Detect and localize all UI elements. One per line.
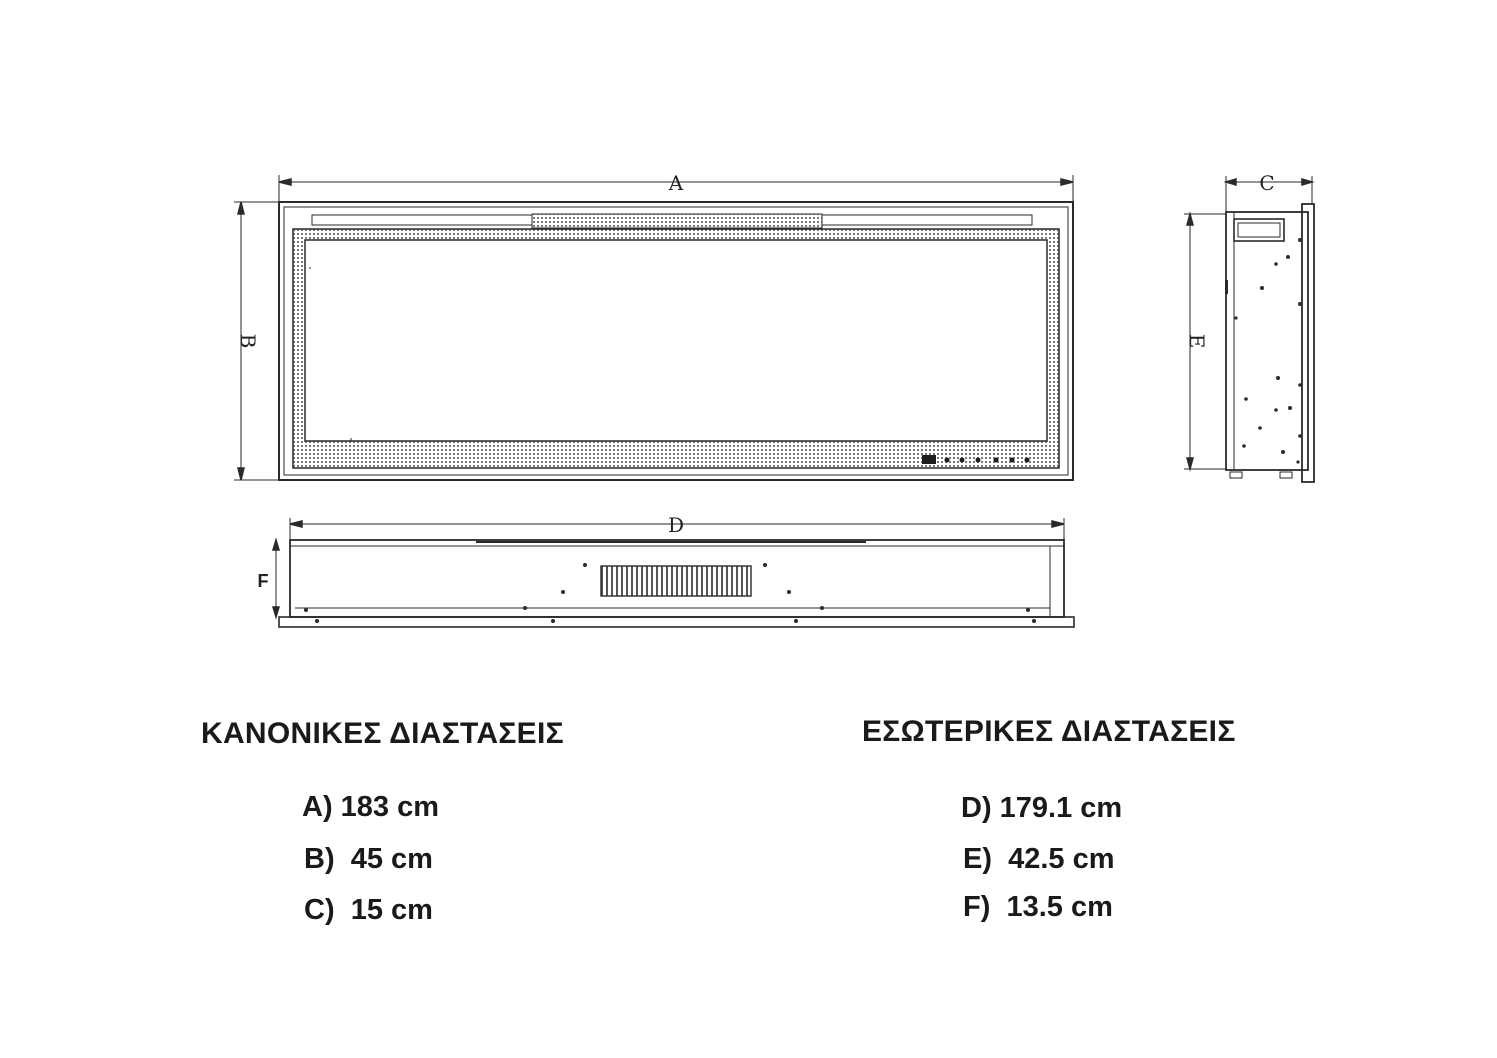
- dimension-row-c: [304, 894, 433, 927]
- dimension-key: D): [961, 792, 992, 824]
- dimension-key: B): [304, 843, 335, 875]
- side-screws: [1225, 238, 1302, 464]
- standard-dimensions-title: ΚΑΝΟΝΙΚΕΣ ΔΙΑΣΤΑΣΕΙΣ: [201, 717, 564, 750]
- dimension-value: 179.1 cm: [999, 792, 1123, 824]
- dimension-row-b: [304, 843, 433, 876]
- dimension-f-line: [273, 540, 279, 617]
- label-f: F: [257, 571, 269, 591]
- dimension-row-d: [961, 792, 1122, 825]
- side-view: [1184, 176, 1314, 482]
- front-view: [234, 175, 1073, 480]
- label-d: D: [667, 513, 685, 537]
- label-b: B: [236, 333, 260, 349]
- dimension-row-f: [963, 891, 1113, 924]
- internal-dimensions-title: ΕΣΩΤΕΡΙΚΕΣ ΔΙΑΣΤΑΣΕΙΣ: [862, 715, 1236, 748]
- dimension-row-e: [963, 843, 1115, 876]
- label-e: E: [1185, 333, 1209, 349]
- dimension-row-a: [302, 791, 439, 824]
- dimension-value: 13.5 cm: [998, 891, 1113, 923]
- dimension-value: 45 cm: [342, 843, 433, 875]
- dimension-value: 42.5 cm: [1000, 843, 1115, 875]
- dimension-key: F): [963, 891, 991, 923]
- dimension-value: 15 cm: [342, 894, 433, 926]
- dimension-key: C): [304, 894, 335, 926]
- dimension-key: A): [302, 791, 333, 823]
- dimension-value: 183 cm: [340, 791, 440, 823]
- label-a: A: [668, 171, 684, 195]
- label-c: C: [1259, 171, 1275, 195]
- dimension-key: E): [963, 843, 992, 875]
